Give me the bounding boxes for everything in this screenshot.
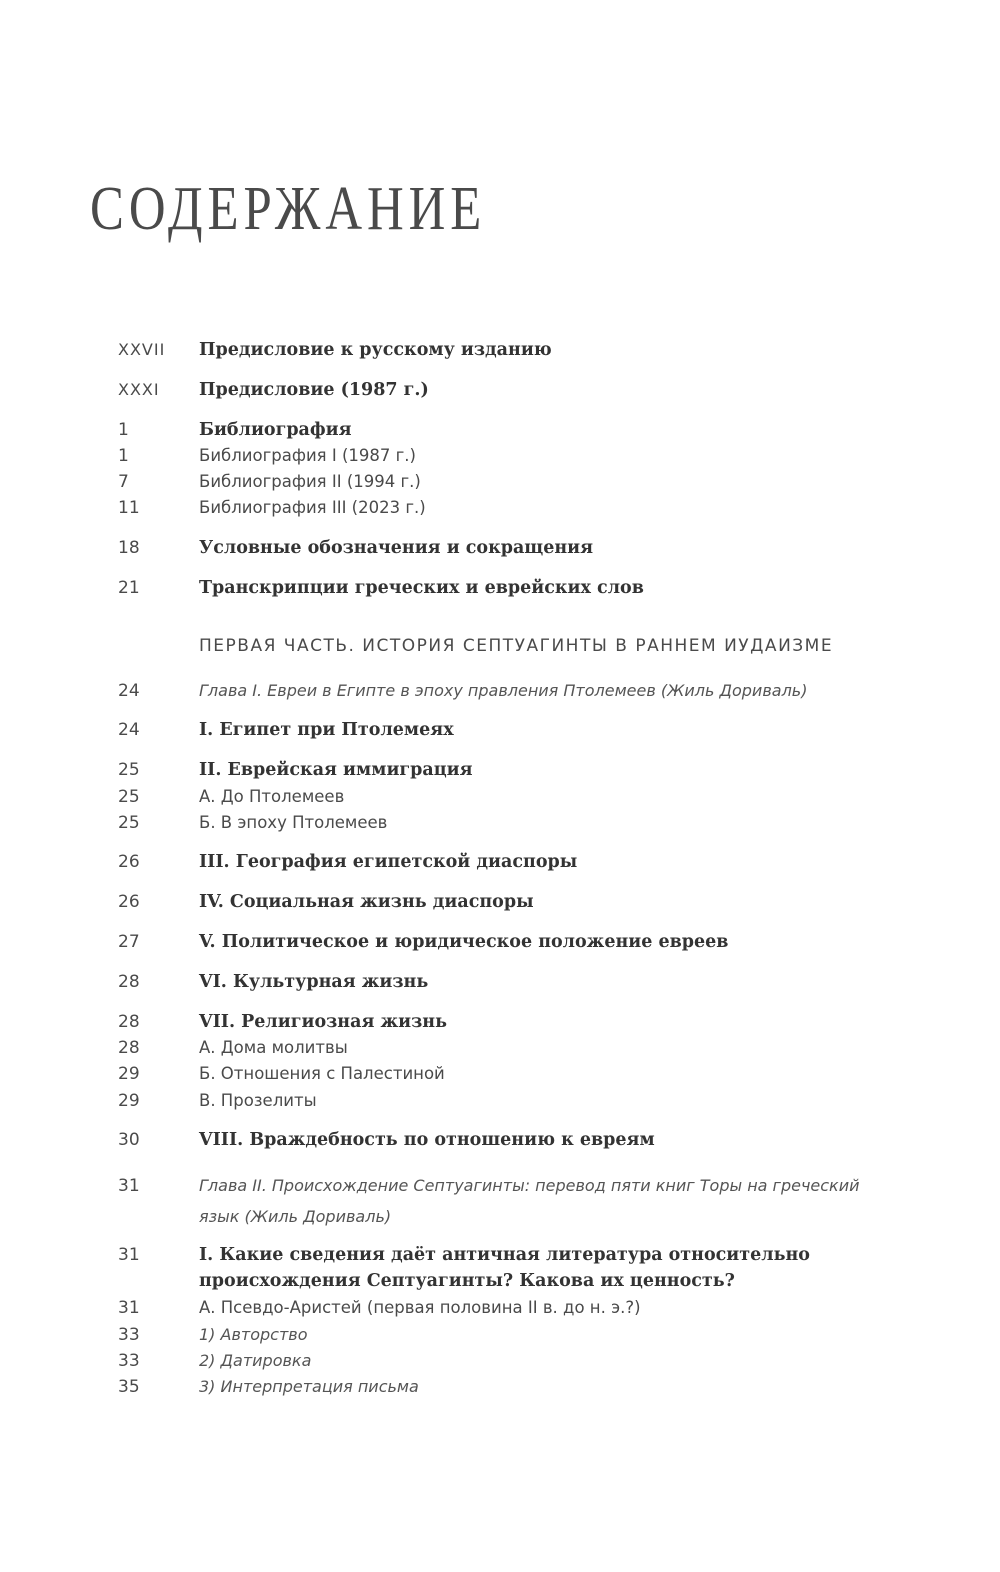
toc-page-number: XXXI: [118, 380, 160, 399]
toc-page-number: 11: [118, 498, 140, 518]
toc-entry-title: Библиография II (1994 г.): [199, 472, 421, 491]
toc-entry-title: Транскрипции греческих и еврейских слов: [199, 578, 644, 598]
toc-page-number: 1: [118, 420, 129, 440]
toc-page-number: 25: [118, 787, 140, 807]
chapter-title-continued: язык (Жиль Дориваль): [199, 1207, 392, 1226]
toc-entry-title: VII. Религиозная жизнь: [199, 1012, 447, 1032]
toc-page-number: 21: [118, 578, 140, 598]
toc-entry-title: VIII. Враждебность по отношению к евреям: [199, 1130, 655, 1150]
toc-entry-title: 3) Интерпретация письма: [199, 1377, 419, 1396]
toc-entry-title: IV. Социальная жизнь диаспоры: [199, 892, 534, 912]
toc-entry-title: I. Какие сведения даёт античная литература относительно: [199, 1245, 810, 1265]
toc-entry-title: В. Прозелиты: [199, 1091, 317, 1110]
toc-page-number: 28: [118, 972, 140, 992]
toc-entry-title: Библиография: [199, 420, 352, 440]
toc-entry-title: VI. Культурная жизнь: [199, 972, 429, 992]
toc-entry-title: Б. Отношения с Палестиной: [199, 1064, 445, 1083]
toc-entry-title: А. Дома молитвы: [199, 1038, 348, 1057]
toc-entry-title-continued: происхождения Септуагинты? Какова их ценность?: [199, 1271, 735, 1291]
toc-page-number: 18: [118, 538, 140, 558]
toc-page-number: 26: [118, 852, 140, 872]
page-title: СОДЕРЖАНИЕ: [90, 175, 487, 243]
toc-entry-title: Библиография I (1987 г.): [199, 446, 416, 465]
toc-page-number: 31: [118, 1176, 140, 1196]
toc-page-number: 35: [118, 1377, 140, 1397]
toc-entry-title: А. Псевдо-Аристей (первая половина II в. до н. э.?): [199, 1298, 641, 1317]
toc-entry-title: I. Египет при Птолемеях: [199, 720, 454, 740]
toc-page-number: 27: [118, 932, 140, 952]
chapter-title: Глава II. Происхождение Септуагинты: перевод пяти книг Торы на греческий: [199, 1176, 860, 1195]
toc-entry-title: Предисловие (1987 г.): [199, 380, 429, 400]
toc-page-number: 24: [118, 681, 140, 701]
toc-page-number: 24: [118, 720, 140, 740]
toc-entry-title: Библиография III (2023 г.): [199, 498, 426, 517]
toc-page-number: 26: [118, 892, 140, 912]
chapter-title: Глава I. Евреи в Египте в эпоху правления Птолемеев (Жиль Дориваль): [199, 681, 808, 700]
toc-page-number: 31: [118, 1298, 140, 1318]
toc-page-number: 28: [118, 1012, 140, 1032]
toc-entry-title: 1) Авторство: [199, 1325, 308, 1344]
toc-page-number: 33: [118, 1325, 140, 1345]
toc-page-number: 25: [118, 813, 140, 833]
toc-entry-title: Б. В эпоху Птолемеев: [199, 813, 388, 832]
toc-page-number: XXVII: [118, 340, 166, 359]
toc-entry-title: II. Еврейская иммиграция: [199, 760, 473, 780]
toc-entry-title: V. Политическое и юридическое положение евреев: [199, 932, 729, 952]
toc-entry-title: 2) Датировка: [199, 1351, 312, 1370]
toc-page-number: 29: [118, 1064, 140, 1084]
toc-page-number: 29: [118, 1091, 140, 1111]
toc-page-number: 7: [118, 472, 129, 492]
toc-page-number: 28: [118, 1038, 140, 1058]
toc-page-number: 31: [118, 1245, 140, 1265]
toc-entry-title: III. География египетской диаспоры: [199, 852, 578, 872]
toc-entry-title: Условные обозначения и сокращения: [199, 538, 594, 558]
toc-entry-title: А. До Птолемеев: [199, 787, 345, 806]
toc-page-number: 30: [118, 1130, 140, 1150]
part-title: ПЕРВАЯ ЧАСТЬ. ИСТОРИЯ СЕПТУАГИНТЫ В РАННЕМ ИУДАИЗМЕ: [199, 636, 834, 656]
toc-entry-title: Предисловие к русскому изданию: [199, 340, 552, 360]
toc-page-number: 25: [118, 760, 140, 780]
toc-page-number: 33: [118, 1351, 140, 1371]
toc-page-number: 1: [118, 446, 129, 466]
